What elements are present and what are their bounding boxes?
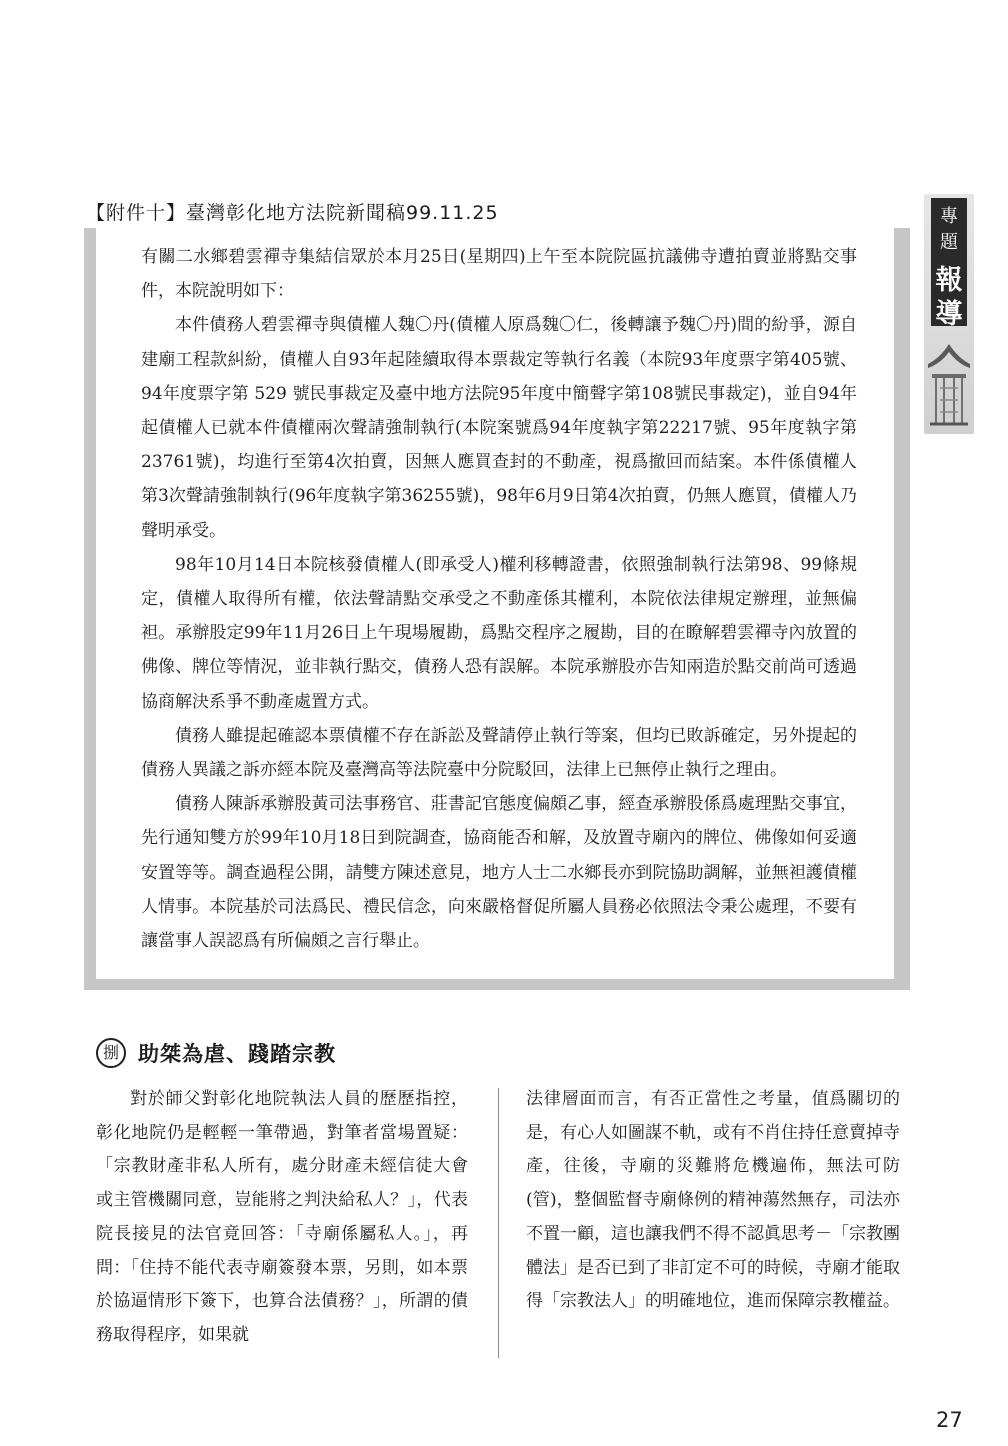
side-tab-char: 導 bbox=[935, 299, 963, 330]
article-column-left bbox=[96, 1083, 468, 1353]
press-release-text bbox=[141, 240, 857, 958]
article-paragraph: 法律層面而言，有否正當性之考量，值爲關切的是，有心人如圖謀不軌，或有不肖住持任意賣掉寺產，往後，寺廟的災難將危機遍佈，無法可防(管)，整個監督寺廟條例的精神蕩然無存，司法亦不置一顧，這也讓我們不得不認眞思考－「宗教團體法」是否已到了非訂定不可的時候，寺廟才能取得「宗教法人」的明確地位，進而保障宗教權益。 bbox=[526, 1089, 900, 1312]
side-tab-char: 題 bbox=[940, 232, 958, 253]
press-release-paragraph-intro: 有關二水鄉碧雲禪寺集結信眾於本月25日(星期四)上午至本院院區抗議佛寺遭拍賣並將點交事件，本院說明如下： bbox=[141, 247, 857, 302]
column-divider bbox=[498, 1088, 499, 1358]
side-tab-char: 報 bbox=[935, 265, 963, 296]
section-number-badge: 捌 bbox=[96, 1038, 126, 1068]
press-release-paragraph: 債務人陳訴承辦股黃司法事務官、莊書記官態度偏頗乙事，經查承辦股係爲處理點交事宜，先行通知雙方於99年10月18日到院調查，協商能否和解，及放置寺廟內的牌位、佛像如何妥適安置等等。調查過程公開，請雙方陳述意見，地方人士二水鄉長亦到院協助調解，並無袒護債權人情事。本院基於司法爲民、禮民信念，向來嚴格督促所屬人員務必依照法令秉公處理，不要有讓當事人誤認爲有所偏頗之言行舉止。 bbox=[141, 794, 857, 952]
section-title: 助桀為虐、踐踏宗教 bbox=[138, 1041, 336, 1066]
side-tab-char: 專 bbox=[940, 206, 958, 227]
side-tab-special-report bbox=[924, 194, 974, 434]
press-release-paragraph: 債務人雖提起確認本票債權不存在訴訟及聲請停止執行等案，但均已敗訴確定，另外提起的債務人異議之訴亦經本院及臺灣高等法院臺中分院駁回，法律上已無停止執行之理由。 bbox=[141, 725, 857, 781]
press-release-paragraph: 本件債務人碧雲禪寺與債權人魏〇丹(債權人原爲魏〇仁，後轉讓予魏〇丹)間的紛爭，源自建廟工程款糾紛，債權人自93年起陸續取得本票裁定等執行名義（本院93年度票字第405號、94年度票字第 529 號民事裁定及臺中地方法院95年度中簡聲字第108號民事裁定)，並自94年起債權人已就本件債權兩次聲請強制執行(本院案號爲94年度執字第22217號、95年度執字第23761號)，均進行至第4次拍賣，因無人應買查封的不動產，視爲撤回而結案。本件係債權人第3次聲請強制執行(96年度執字第36255號)，98年6月9日第4次拍賣，仍無人應買，債權人乃聲明承受。 bbox=[141, 315, 857, 541]
press-release-paragraph: 98年10月14日本院核發債權人(即承受人)權利移轉證書，依照強制執行法第98、99條規定，債權人取得所有權，依法聲請點交承受之不動產係其權利，本院依法律規定辦理，並無偏袒。承辦股定99年11月26日上午現場履勘，爲點交程序之履勘，目的在瞭解碧雲禪寺內放置的佛像、牌位等情況，並非執行點交，債務人恐有誤解。本院承辦股亦告知兩造於點交前尚可透過協商解決系爭不動產處置方式。 bbox=[141, 554, 857, 712]
article-column-right bbox=[526, 1083, 900, 1319]
temple-roof-icon bbox=[926, 334, 972, 430]
article-paragraph: 對於師父對彰化地院執法人員的歷歷指控，彰化地院仍是輕輕一筆帶過，對筆者當場置疑：「宗教財產非私人所有，處分財產未經信徒大會或主管機關同意，豈能將之判決給私人？」，代表院長接見的法官竟回答：「寺廟係屬私人。」，再問：「住持不能代表寺廟簽發本票，另則，如本票於協逼情形下簽下，也算合法債務？」，所謂的債務取得程序，如果就 bbox=[96, 1089, 468, 1345]
annex-title: 【附件十】臺灣彰化地方法院新聞稿99.11.25 bbox=[86, 202, 499, 224]
page-number: 27 bbox=[936, 1408, 963, 1432]
